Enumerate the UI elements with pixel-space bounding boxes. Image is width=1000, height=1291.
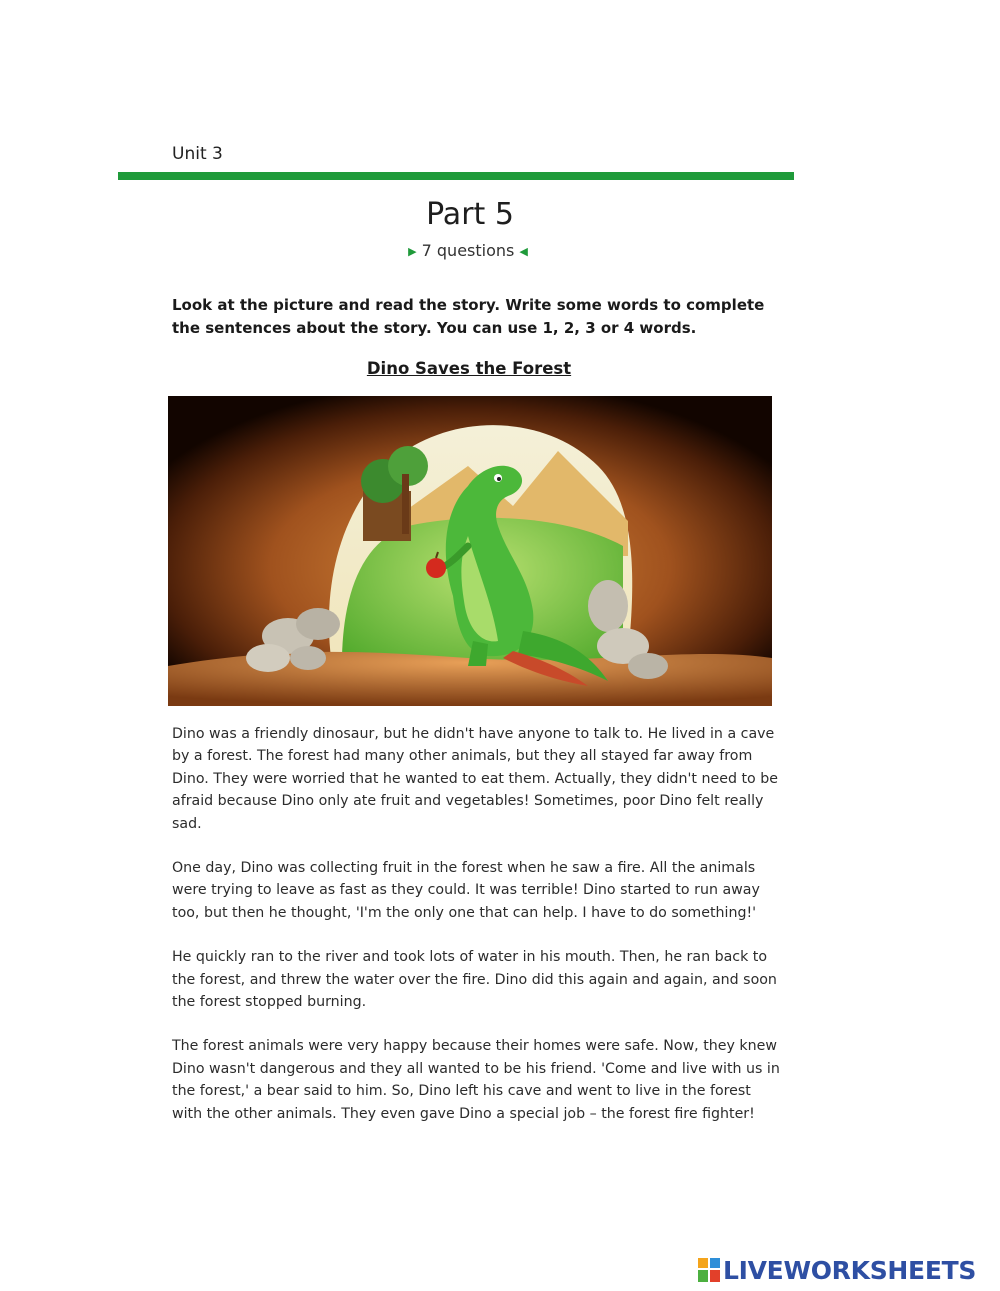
triangle-right-icon: ▶ [408,245,417,258]
story-paragraph-1: Dino was a friendly dinosaur, but he didn't have anyone to talk to. He lived in a cave by a forest. The forest had many other animals, but they all stayed far away from Dino. They were worried that he wanted to eat them. Actually, they didn't need to be afraid because Dino only ate fruit and vegetables! Sometimes, poor Dino felt really sad. [172,726,778,832]
header-divider [118,172,794,180]
story-paragraph-4: The forest animals were very happy because their homes were safe. Now, they knew Dino wasn't dangerous and they all wanted to be his friend. 'Come and live with us in the forest,' a bear said to him. So, Dino left his cave and went to live in the forest with the other animals. They even gave Dino a special job – the forest fire fighter! [172,1038,780,1122]
part-title-text: Part 5 [426,197,514,232]
triangle-left-icon: ◀ [519,245,528,258]
questions-count [0,241,936,260]
dinosaur-in-cave-illustration [168,396,772,706]
liveworksheets-logo-icon [698,1258,720,1282]
instructions: Look at the picture and read the story. Write some words to complete the sentences about the story. You can use 1, 2, 3 or 4 words. [172,296,765,337]
story-text [172,723,782,1147]
liveworksheets-brand[interactable] [698,1255,976,1285]
story-paragraph-2: One day, Dino was collecting fruit in the forest when he saw a fire. All the animals were trying to leave as fast as they could. It was terrible! Dino started to run away too, but then he thought, 'I'm the only one that can help. I have to do something!' [172,860,760,921]
brand-text: LIVEWORKSHEETS [723,1255,977,1285]
story-title: Dino Saves the Forest [366,359,572,378]
part-title [0,197,940,232]
unit-label: Unit 3 [172,144,223,164]
story-paragraph-3: He quickly ran to the river and took lots of water in his mouth. Then, he ran back to the forest, and threw the water over the fire. Dino did this again and again, and soon the forest stopped burning. [172,949,777,1011]
questions-text: 7 questions [421,241,515,260]
